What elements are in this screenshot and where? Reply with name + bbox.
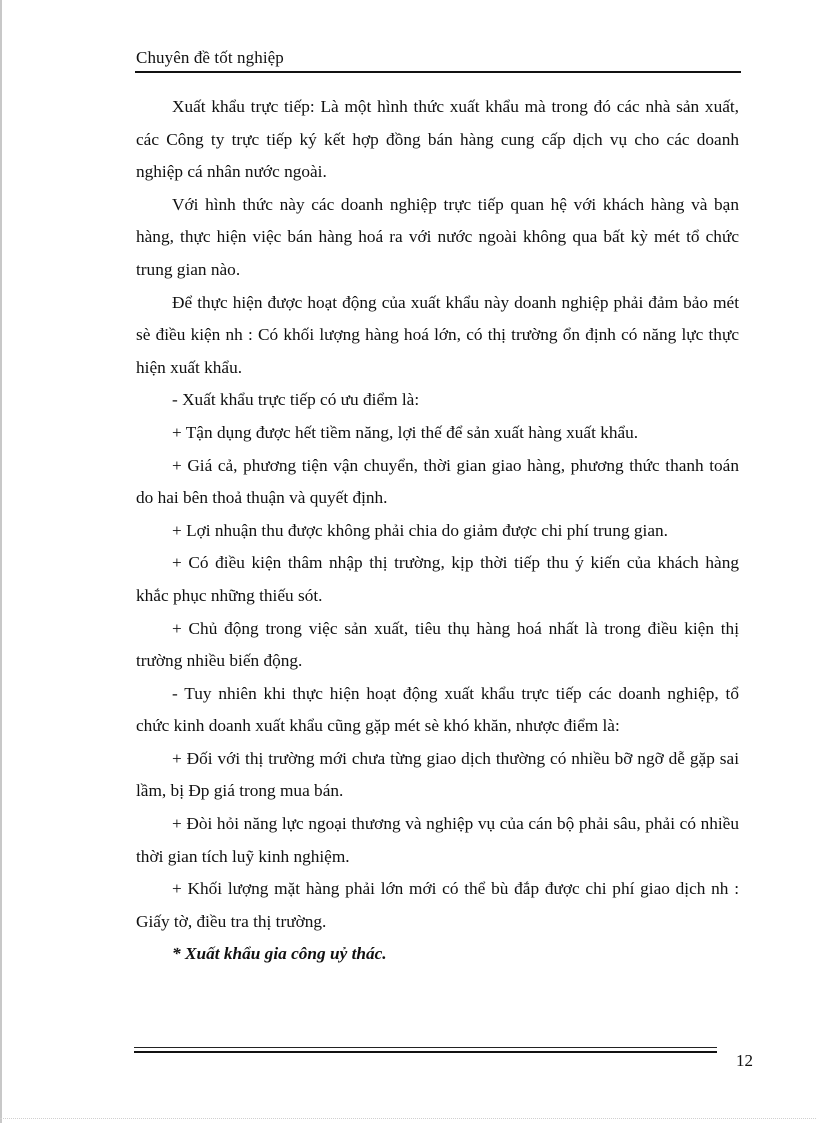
paragraph-conditions: Để thực hiện được hoạt động của xuất khẩu này doanh nghiệp phải đảm bảo mét sè điều kiện nh : Có khối lượng hàng hoá lớn, có thị trường ổn định có năng lực thực hiện xuất khẩu. xyxy=(136,292,739,377)
paragraph-disadvantage-1: + Đối với thị trường mới chưa từng giao dịch thường có nhiều bỡ ngỡ dễ gặp sai lầm, bị Ðp giá trong mua bán. xyxy=(136,748,739,801)
paragraph-disadvantage-2: + Đòi hỏi năng lực ngoại thương và nghiệp vụ của cán bộ phải sâu, phải có nhiều thời gian tích luỹ kinh nghiệm. xyxy=(136,814,739,866)
header-rule xyxy=(135,71,741,73)
paragraph-disadvantage-3: + Khối lượng mặt hàng phải lớn mới có thể bù đắp được chi phí giao dịch nh : Giấy tờ, điều tra thị trường. xyxy=(136,879,739,931)
paragraph-advantage-3: + Lợi nhuận thu được không phải chia do giảm được chi phí trung gian. xyxy=(172,520,668,540)
paragraph-advantage-1: + Tận dụng được hết tiềm năng, lợi thế để sản xuất hàng xuất khẩu. xyxy=(172,422,639,442)
paragraph-advantage-5: + Chủ động trong việc sản xuất, tiêu thụ hàng hoá nhất là trong điều kiện thị trường nhiều biến động. xyxy=(136,618,739,671)
page-number: 12 xyxy=(736,1051,753,1070)
paragraph-disadvantages-heading: - Tuy nhiên khi thực hiện hoạt động xuất khẩu trực tiếp các doanh nghiệp, tổ chức kinh doanh xuất khẩu cũng gặp mét sè khó khăn, nhược điểm là: xyxy=(136,683,739,736)
paragraph-advantage-4: + Có điều kiện thâm nhập thị trường, kịp thời tiếp thu ý kiến của khách hàng khắc phục những thiếu sót. xyxy=(136,553,739,605)
footer-rule-top xyxy=(134,1047,717,1048)
document-body xyxy=(136,91,739,971)
footer-rule-bottom xyxy=(134,1051,717,1053)
paragraph-advantages-heading: - Xuất khẩu trực tiếp có ưu điểm là: xyxy=(172,390,420,410)
paragraph-direct-relationship: Với hình thức này các doanh nghiệp trực tiếp quan hệ với khách hàng và bạn hàng, thực hiện việc bán hàng hoá ra với nước ngoài không qua bất kỳ mét tổ chức trung gian nào. xyxy=(136,194,739,279)
section-heading-processing-export: * Xuất khẩu gia công uỷ thác. xyxy=(172,944,387,964)
page-bottom-edge xyxy=(0,1118,816,1119)
paragraph-advantage-2: + Giá cả, phương tiện vận chuyển, thời gian giao hàng, phương thức thanh toán do hai bên thoả thuận và quyết định. xyxy=(136,455,739,508)
paragraph-direct-export-definition: Xuất khẩu trực tiếp: Là một hình thức xuất khẩu mà trong đó các nhà sản xuất, các Công ty trực tiếp ký kết hợp đồng bán hàng cung cấp dịch vụ cho các doanh nghiệp cá nhân nước ngoài. xyxy=(136,97,739,182)
running-header: Chuyên đề tốt nghiệp xyxy=(136,48,284,67)
page-left-edge xyxy=(0,0,2,1123)
